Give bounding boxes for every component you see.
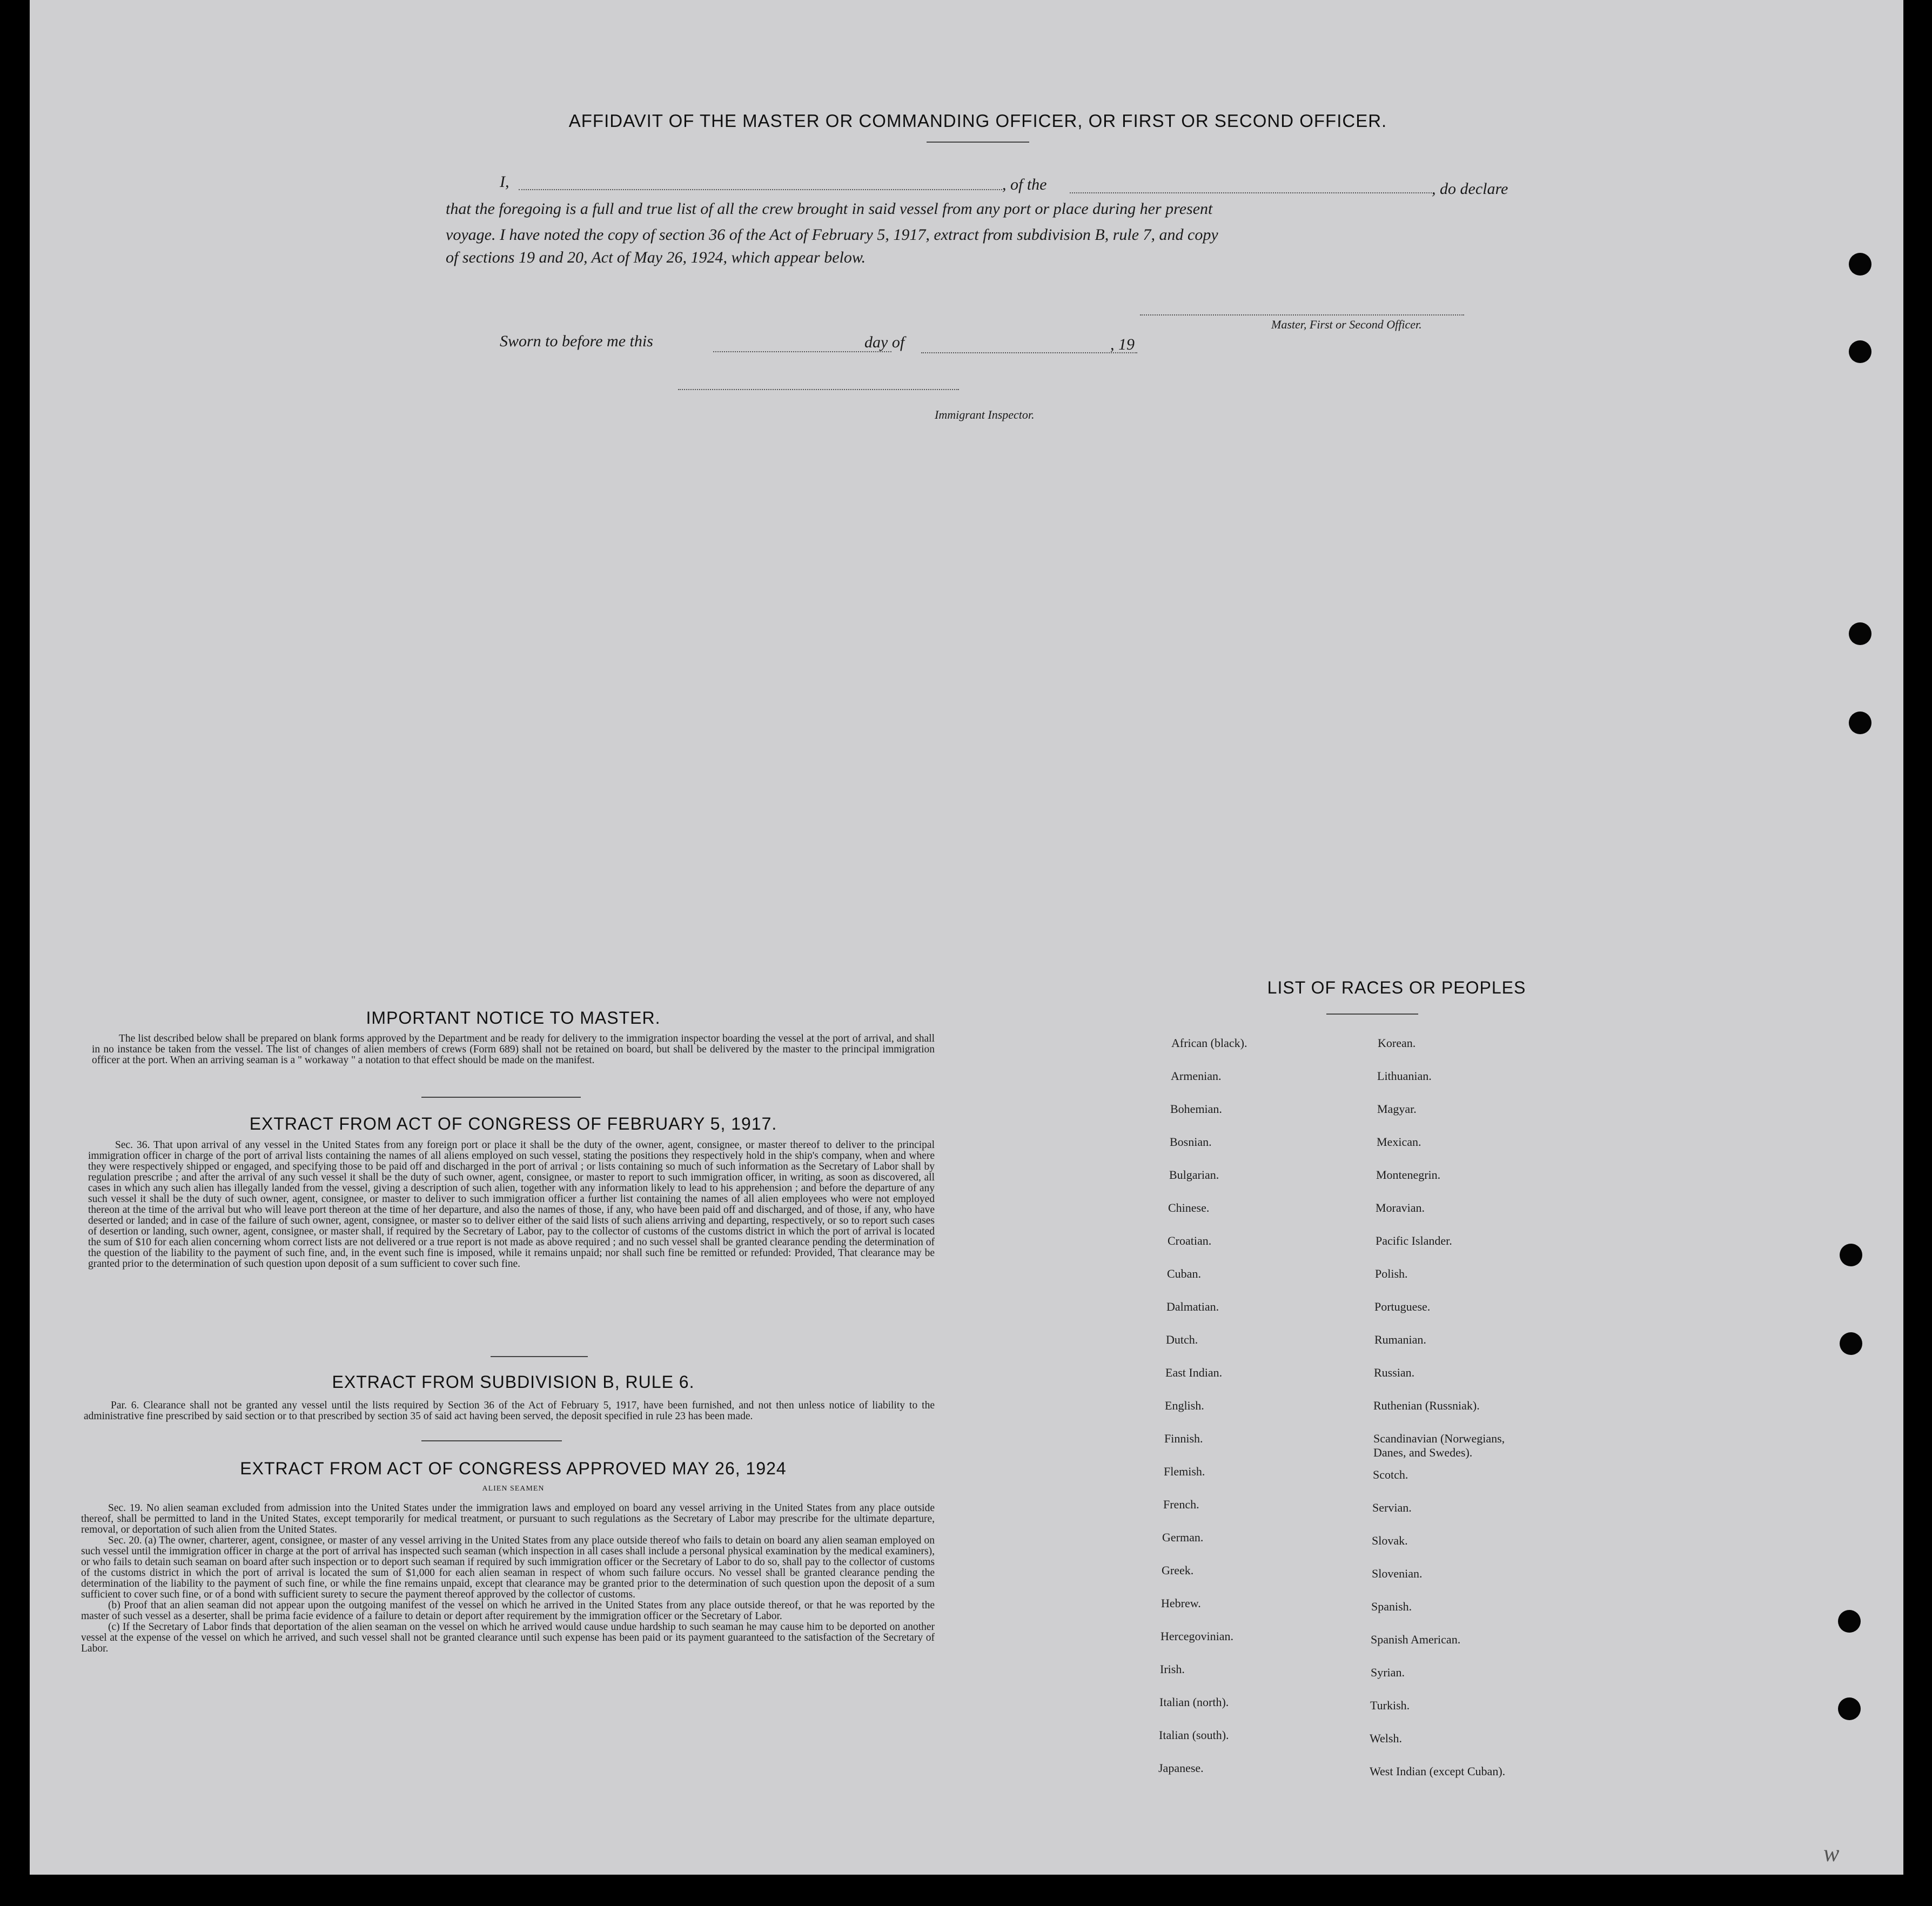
- title-divider: [927, 142, 1029, 143]
- race-item: Spanish.: [1371, 1600, 1412, 1613]
- sworn-label: Sworn to before me this: [500, 332, 653, 350]
- race-item: Rumanian.: [1374, 1333, 1426, 1346]
- notice-paragraph: The list described below shall be prepared on blank forms approved by the Department and be ready for delivery to the immigration inspector boarding the vessel at the port of arrival, and shall in no instance be taken from the vessel. The list of changes of alien members of crews (Form 689) shall not be retained on board, but shall be delivered by the master to the principal immigration officer at the port. When an arriving seaman is a " workaway " a notation to that effect should be made on the manifest.: [92, 1033, 935, 1066]
- race-item: Mexican.: [1377, 1135, 1421, 1149]
- race-item: Flemish.: [1164, 1465, 1205, 1478]
- race-item: Magyar.: [1377, 1102, 1417, 1116]
- sec-20a-paragraph: Sec. 20. (a) The owner, charterer, agent, consignee, or master of any vessel arriving in the United States from any place outside thereof who fails to detain on board any alien seaman employed on such vessel until the immigration officer in charge at the port of arrival has inspected such seaman (which inspection in all cases shall include a personal physical examination by the medical examiners), or who fails to detain such seaman on board after such inspection or to deport such seaman if required by such immigration officer or the Secretary of Labor to do so, shall pay to the collector of customs of the customs district in which the port of arrival is located the sum of $1,000 for each alien seaman in respect of whom such failure occurs. No vessel shall be granted clearance pending the determination of the liability to the payment of such fine, or while the fine remains unpaid, except that clearance may be granted prior to the determination of such question upon the deposit of a sum sufficient to cover such fine, or of a bond with sufficient surety to secure the payment thereof approved by the collector of customs.: [81, 1535, 935, 1600]
- punch-hole: [1838, 1697, 1861, 1720]
- race-item: French.: [1163, 1498, 1199, 1511]
- affidavit-i-label: I,: [500, 173, 509, 191]
- section-36-paragraph: Sec. 36. That upon arrival of any vessel in the United States from any foreign port or place it shall be the duty of the owner, agent, consignee, or master thereof to deliver to the principal immigration officer in charge of the port of arrival lists containing the names of all aliens employed on such vessel, stating the positions they respectively hold in the ship's company, when and where they were respectively shipped or engaged, and specifying those to be paid off and discharged in the port of arrival ; or lists containing so much of such information as the Secretary of Labor shall by regulation prescribe ; and after the arrival of any such vessel it shall be the duty of such owner, agent, consignee, or master to report to such immigration officer, in writing, as soon as discovered, all cases in which any such alien has illegally landed from the vessel, giving a description of such alien, together with any information likely to lead to his apprehension ; and before the departure of any such vessel it shall be the duty of such owner, agent, consignee, or master to deliver to such immigration officer a further list containing the names of all alien employees who were not employed thereon at the time of the arrival but who will leave port thereon at the time of her departure, and also the names of those, if any, who have been paid off and discharged, and of those, if any, who have deserted or landed; and in case of the failure of such owner, agent, consignee, or master so to deliver either of the said lists of such aliens arriving and departing, respectively, or so to report such cases of desertion or landing, such owner, agent, consignee, or master shall, if required by the Secretary of Labor, pay to the collector of customs of the customs district in which the port of arrival is located the sum of $10 for each alien concerning whom correct lists are not delivered or a true report is not made as above required ; and no such vessel shall be granted clearance pending the determination of the question of the liability to the payment of such fine, and, in the event such fine is imposed, while it remains unpaid; nor shall such fine be remitted or refunded: Provided, That clearance may be granted prior to the determination of such question upon deposit of a sum sufficient to cover such fine.: [88, 1139, 935, 1270]
- race-item: Hebrew.: [1161, 1596, 1201, 1610]
- affidavit-line-2: that the foregoing is a full and true list of all the crew brought in said vessel from any port or place during her present: [446, 200, 1213, 218]
- race-item: Portuguese.: [1374, 1300, 1431, 1313]
- extract-1924-title: EXTRACT FROM ACT OF CONGRESS APPROVED MAY 26, 1924: [240, 1459, 787, 1478]
- race-item: Welsh.: [1370, 1731, 1402, 1745]
- master-signature-label: Master, First or Second Officer.: [1271, 318, 1422, 331]
- race-item: Italian (south).: [1159, 1728, 1229, 1742]
- punch-hole: [1840, 1244, 1862, 1266]
- race-item: Moravian.: [1376, 1201, 1425, 1214]
- rule-6-body: [84, 1400, 935, 1422]
- race-item: Bosnian.: [1170, 1135, 1212, 1149]
- inspector-label: Immigrant Inspector.: [935, 408, 1035, 421]
- punch-hole: [1849, 340, 1871, 363]
- notice-title: IMPORTANT NOTICE TO MASTER.: [366, 1008, 661, 1028]
- races-divider: [1326, 1014, 1418, 1015]
- race-item: Chinese.: [1168, 1201, 1210, 1214]
- race-item: Japanese.: [1158, 1761, 1204, 1775]
- race-item: Irish.: [1160, 1662, 1185, 1676]
- affidavit-line-3: voyage. I have noted the copy of section 36 of the Act of February 5, 1917, extract from subdivision B, rule 7, and copy: [446, 226, 1218, 244]
- race-item: Korean.: [1378, 1036, 1416, 1050]
- race-item: Syrian.: [1371, 1666, 1405, 1679]
- extract-1917-body: [88, 1140, 935, 1270]
- race-item: West Indian (except Cuban).: [1370, 1764, 1506, 1778]
- race-item: Slovak.: [1372, 1534, 1408, 1547]
- notice-divider: [421, 1097, 581, 1098]
- race-item: Slovenian.: [1372, 1567, 1423, 1580]
- race-item: Croatian.: [1168, 1234, 1212, 1247]
- sworn-month-line: [921, 352, 1137, 353]
- race-item: German.: [1162, 1531, 1204, 1544]
- year-label: , 19: [1110, 335, 1135, 353]
- punch-hole: [1849, 712, 1871, 734]
- race-item: Bohemian.: [1170, 1102, 1222, 1116]
- race-item: Servian.: [1372, 1501, 1412, 1514]
- race-item: Scandinavian (Norwegians, Danes, and Swedes).: [1373, 1432, 1505, 1459]
- inspector-signature-line: [678, 389, 959, 390]
- race-item: Greek.: [1162, 1563, 1194, 1577]
- race-item: Dalmatian.: [1166, 1300, 1219, 1313]
- punch-hole: [1849, 253, 1871, 276]
- affidavit-title: AFFIDAVIT OF THE MASTER OR COMMANDING OFFICER, OR FIRST OR SECOND OFFICER.: [568, 111, 1387, 131]
- extract-1924-body: [81, 1503, 935, 1654]
- race-item: Montenegrin.: [1376, 1168, 1441, 1182]
- race-item: Scotch.: [1373, 1468, 1408, 1481]
- par-6-paragraph: Par. 6. Clearance shall not be granted any vessel until the lists required by Section 36 of the Act of February 5, 1917, have been furnished, and not then unless notice of liability to the administrative fine prescribed by said section or to that prescribed by section 35 of said act having been served, the deposit specified in rule 23 has been made.: [84, 1400, 935, 1422]
- race-item: Spanish American.: [1371, 1633, 1461, 1646]
- race-item: Lithuanian.: [1377, 1069, 1432, 1083]
- affidavit-line-4: of sections 19 and 20, Act of May 26, 1924, which appear below.: [446, 249, 866, 266]
- race-item: East Indian.: [1165, 1366, 1223, 1379]
- race-item: Russian.: [1374, 1366, 1415, 1379]
- do-declare-label: , do declare: [1432, 180, 1508, 198]
- race-item: African (black).: [1171, 1036, 1247, 1050]
- form-page: [30, 0, 1903, 1875]
- sec-20b-paragraph: (b) Proof that an alien seaman did not appear upon the outgoing manifest of the vessel on which he arrived in the United States from any place outside thereof, or that he was reported by the master of such vessel as a deserter, shall be prima facie evidence of a failure to detain or deport after requirement by the immigration officer or the Secretary of Labor.: [81, 1600, 935, 1622]
- race-item: Ruthenian (Russniak).: [1373, 1399, 1480, 1412]
- race-item: Dutch.: [1166, 1333, 1198, 1346]
- alien-seamen-subtitle: ALIEN SEAMEN: [482, 1485, 545, 1493]
- race-item: Hercegovinian.: [1160, 1629, 1233, 1643]
- punch-hole: [1840, 1332, 1862, 1355]
- race-item: Pacific Islander.: [1376, 1234, 1452, 1247]
- name-blank-line: [519, 189, 1002, 190]
- sec-20c-paragraph: (c) If the Secretary of Labor finds that deportation of the alien seaman on the vessel on which he arrived would cause undue hardship to such seaman he may cause him to be deported on another vessel at the expense of the vessel on which he arrived, and such vessel shall not be granted clearance until such expense has been paid or its payment guaranteed to the satisfaction of the Secretary of Labor.: [81, 1621, 935, 1654]
- race-item: English.: [1165, 1399, 1204, 1412]
- margin-pencil-mark: w: [1823, 1840, 1840, 1867]
- race-item: Bulgarian.: [1169, 1168, 1219, 1182]
- rule-6-divider: [421, 1440, 562, 1441]
- sec-19-paragraph: Sec. 19. No alien seaman excluded from admission into the United States under the immigration laws and employed on board any vessel arriving in the United States from any place outside thereof, shall be permitted to land in the United States, except temporarily for medical treatment, or pursuant to such regulations as the Secretary of Labor may prescribe for the ultimate departure, removal, or deportation of such alien from the United States.: [81, 1502, 935, 1535]
- race-item: Finnish.: [1164, 1432, 1203, 1445]
- extract-1917-divider: [491, 1356, 588, 1357]
- of-the-label: , of the: [1002, 176, 1047, 193]
- race-item: Polish.: [1375, 1267, 1408, 1280]
- race-item: Turkish.: [1370, 1699, 1410, 1712]
- vessel-blank-line: [1070, 192, 1432, 193]
- punch-hole: [1838, 1610, 1861, 1633]
- race-item: Armenian.: [1171, 1069, 1222, 1083]
- master-signature-line: [1140, 314, 1464, 316]
- extract-1917-title: EXTRACT FROM ACT OF CONGRESS OF FEBRUARY 5, 1917.: [249, 1114, 777, 1133]
- race-item: Italian (north).: [1159, 1695, 1229, 1709]
- punch-hole: [1849, 622, 1871, 645]
- notice-body: [92, 1033, 935, 1066]
- day-of-label: day of: [864, 333, 905, 351]
- race-item: Cuban.: [1167, 1267, 1201, 1280]
- races-title: LIST OF RACES OR PEOPLES: [1267, 978, 1526, 997]
- rule-6-title: EXTRACT FROM SUBDIVISION B, RULE 6.: [332, 1372, 695, 1392]
